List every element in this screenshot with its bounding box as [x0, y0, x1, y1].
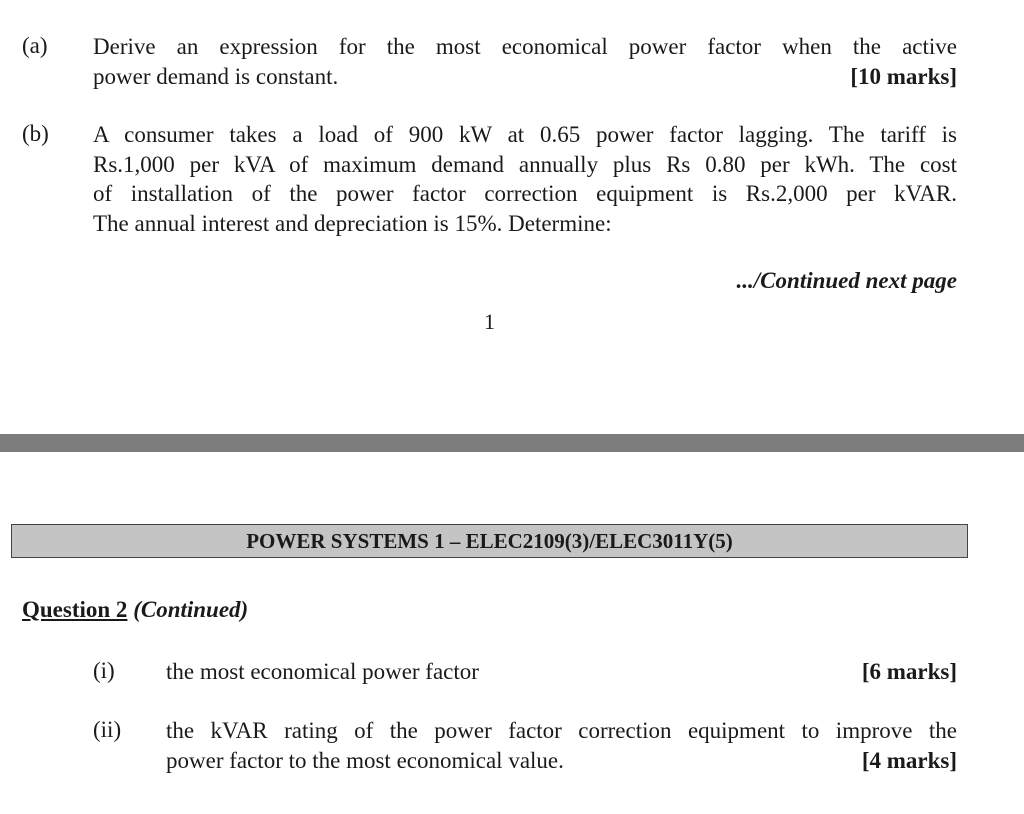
question-continued: (Continued)	[133, 597, 249, 622]
sub-i-label: (i)	[93, 658, 115, 683]
sub-ii-line-2: power factor to the most economical value.	[166, 747, 564, 773]
sub-i-marks: [6 marks]	[861, 659, 957, 684]
sub-ii-label: (ii)	[93, 717, 122, 742]
sub-ii-text	[166, 716, 957, 775]
part-b-line-4: The annual interest and depreciation is 15%. Determine:	[93, 210, 612, 236]
page-separator	[0, 434, 1024, 452]
part-b-line-1: A consumer takes a load of 900 kW at 0.65 power factor lagging. The tariff is	[93, 122, 957, 147]
part-b-text	[93, 120, 957, 238]
part-a-line-2: power demand is constant.	[93, 63, 339, 89]
page-number: 1	[484, 309, 495, 334]
part-a-text	[93, 32, 957, 91]
sub-i-text	[166, 657, 957, 687]
sub-i-line: the most economical power factor	[166, 659, 479, 684]
part-a-label: (a)	[22, 33, 48, 58]
continued-note: .../Continued next page	[736, 268, 957, 293]
part-b-label: (b)	[22, 121, 49, 146]
part-a-marks: [10 marks]	[850, 63, 957, 89]
part-a-line-1: Derive an expression for the most economical power factor when the active	[93, 34, 957, 59]
question-number: Question 2	[22, 597, 128, 622]
question-heading	[22, 597, 248, 623]
part-b-line-2: Rs.1,000 per kVA of maximum demand annually plus Rs 0.80 per kWh. The cost	[93, 151, 957, 177]
course-header: POWER SYSTEMS 1 – ELEC2109(3)/ELEC3011Y(5)	[246, 529, 733, 553]
page-header-box	[11, 524, 968, 558]
part-b-line-3: of installation of the power factor correction equipment is Rs.2,000 per kVAR.	[93, 181, 957, 206]
sub-ii-marks: [4 marks]	[861, 747, 957, 773]
sub-ii-line-1: the kVAR rating of the power factor correction equipment to improve the	[166, 718, 957, 743]
